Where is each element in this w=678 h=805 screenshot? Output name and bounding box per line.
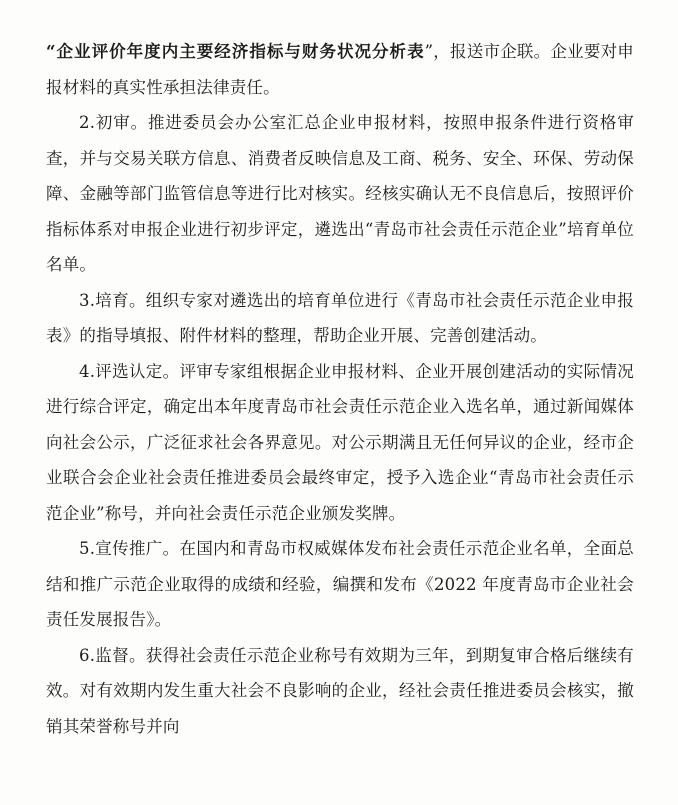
para-4-selection	[46, 354, 634, 532]
para-5-promotion-segment-0: 5.宣传推广。在国内和青岛市权威媒体发布社会责任示范企业名单，全面总结和推广示范企业取得的成绩和经验，编撰和发布《2022 年度青岛市企业社会责任发展报告》。	[46, 539, 634, 629]
para-4-selection-segment-0: 4.评选认定。评审专家组根据企业申报材料、企业开展创建活动的实际情况进行综合评定，确定出本年度青岛市社会责任示范企业入选名单，通过新闻媒体向社会公示，广泛征求社会各界意见。对公示期满且无任何异议的企业，经市企业联合会企业社会责任推进委员会最终审定，授予入选企业“青岛市社会责任示范企业”称号，并向社会责任示范企业颁发奖牌。	[46, 361, 634, 523]
para-2-preliminary-review-segment-0: 2.初审。推进委员会办公室汇总企业申报材料，按照申报条件进行资格审查，并与交易关联方信息、消费者反映信息及工商、税务、安全、环保、劳动保障、金融等部门监管信息等进行比对核实。经核实确认无不良信息后，按照评价指标体系对申报企业进行初步评定，遴选出“青岛市社会责任示范企业”培育单位名单。	[46, 113, 634, 274]
para-6-supervision	[46, 638, 634, 745]
para-2-preliminary-review	[46, 105, 634, 283]
para-3-cultivation	[46, 283, 634, 354]
para-continuation	[46, 34, 634, 105]
para-3-cultivation-segment-0: 3.培育。组织专家对遴选出的培育单位进行《青岛市社会责任示范企业申报表》的指导填报、附件材料的整理，帮助企业开展、完善创建活动。	[46, 290, 634, 345]
para-5-promotion	[46, 531, 634, 638]
para-6-supervision-segment-0: 6.监督。获得社会责任示范企业称号有效期为三年，到期复审合格后继续有效。对有效期内发生重大社会不良影响的企业，经社会责任推进委员会核实，撤销其荣誉称号并向	[46, 645, 634, 736]
para-continuation-segment-0: “	[46, 42, 57, 61]
document-body	[46, 34, 634, 744]
para-continuation-segment-1: 企业评价年度内主要经济指标与财务状况分析表	[56, 42, 425, 61]
para-continuation-segment-2: ”，报送市企联。企业要对申报材料的真实性承担法律责任。	[46, 42, 634, 97]
